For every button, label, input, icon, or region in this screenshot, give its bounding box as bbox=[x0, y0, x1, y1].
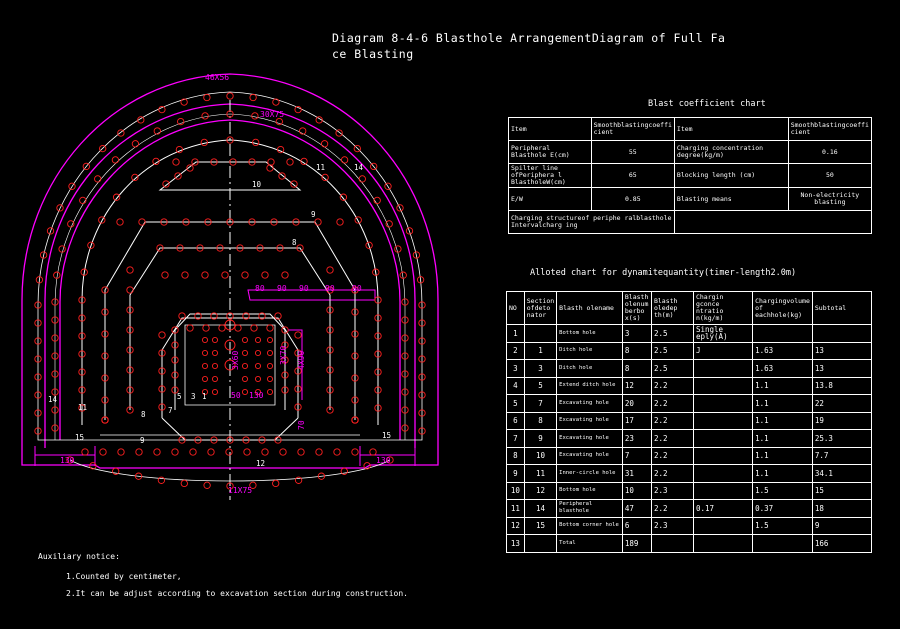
charge-cell: 7 bbox=[507, 430, 525, 448]
blasthole bbox=[227, 93, 233, 99]
charge-table bbox=[506, 291, 872, 553]
blasthole bbox=[204, 94, 210, 100]
charge-cell bbox=[753, 325, 813, 343]
coef-cell: Charging structureof periphe ralblasthole Intervalcharg ing bbox=[509, 211, 675, 234]
coefficient-table bbox=[508, 117, 872, 234]
blasthole bbox=[267, 363, 272, 368]
note-1: 1.Counted by centimeter, bbox=[66, 572, 182, 581]
label-14-left: 14 bbox=[48, 395, 58, 404]
charge-cell: 2.2 bbox=[651, 412, 693, 430]
label-9-bottom: 9 bbox=[140, 436, 145, 445]
charge-row bbox=[507, 482, 872, 500]
blasthole bbox=[244, 449, 250, 455]
coef-row bbox=[509, 141, 872, 164]
blasthole bbox=[181, 99, 187, 105]
coef-cell: 0.16 bbox=[788, 141, 871, 164]
blasthole bbox=[226, 449, 232, 455]
blasthole bbox=[235, 325, 241, 331]
charge-cell: 23 bbox=[622, 430, 651, 448]
coef-cell: Spilter line ofPeriphera l BlastholeW(cm) bbox=[509, 164, 592, 188]
charge-cell: 2.2 bbox=[651, 447, 693, 465]
coef-cell: Smoothblastingcoeffi cient bbox=[788, 118, 871, 141]
blasthole bbox=[139, 219, 145, 225]
blasthole bbox=[212, 376, 217, 381]
blasthole bbox=[267, 325, 273, 331]
charge-cell: Excavating hole bbox=[557, 447, 623, 465]
charge-cell: 166 bbox=[812, 535, 871, 553]
dim-4x90: 4X90 bbox=[297, 350, 306, 370]
blasthole bbox=[352, 449, 358, 455]
blasthole bbox=[268, 159, 274, 165]
coef-row bbox=[509, 164, 872, 188]
dim-right-side: 130 bbox=[376, 456, 391, 465]
blasthole bbox=[255, 363, 260, 368]
blasthole bbox=[173, 159, 179, 165]
charge-cell: Single eply(A) bbox=[693, 325, 752, 343]
charge-cell: 8 bbox=[622, 342, 651, 360]
charge-cell: 19 bbox=[812, 412, 871, 430]
label-8-left: 8 bbox=[141, 410, 146, 419]
blasthole bbox=[202, 113, 208, 119]
blasthole bbox=[341, 468, 347, 474]
charge-cell bbox=[693, 430, 752, 448]
blasthole bbox=[202, 350, 207, 355]
charge-cell: 1 bbox=[524, 342, 556, 360]
charge-cell: 31 bbox=[622, 465, 651, 483]
charge-cell: Total bbox=[557, 535, 623, 553]
charge-cell: 10 bbox=[622, 482, 651, 500]
charge-cell: 3 bbox=[622, 325, 651, 343]
charge-cell: 8 bbox=[524, 412, 556, 430]
blasthole bbox=[341, 157, 347, 163]
charge-cell: 2 bbox=[507, 342, 525, 360]
charge-cell: 13 bbox=[812, 342, 871, 360]
coef-cell: Blocking length (cm) bbox=[674, 164, 788, 188]
blasthole bbox=[59, 246, 65, 252]
charge-cell bbox=[693, 465, 752, 483]
charge-cell: 3 bbox=[507, 360, 525, 378]
charge-row bbox=[507, 500, 872, 518]
charge-chart-caption: Alloted chart for dynamitequantity(timer-length2.0m) bbox=[530, 268, 797, 278]
blasthole bbox=[159, 332, 165, 338]
charge-cell: 1.1 bbox=[753, 430, 813, 448]
blasthole bbox=[395, 246, 401, 252]
charge-cell: 2.2 bbox=[651, 430, 693, 448]
blasthole bbox=[262, 449, 268, 455]
charge-cell bbox=[524, 535, 556, 553]
blasthole bbox=[242, 272, 248, 278]
title-line-1: Diagram 8-4-6 Blasthole ArrangementDiagram of Full Fa bbox=[332, 31, 726, 45]
blasthole bbox=[262, 272, 268, 278]
charge-cell: 2.2 bbox=[651, 500, 693, 518]
coef-cell: Non-electricity blasting bbox=[788, 188, 871, 211]
charge-cell: 2.5 bbox=[651, 325, 693, 343]
charge-cell: 4 bbox=[507, 377, 525, 395]
dim-80: 80 bbox=[255, 284, 265, 293]
charge-cell: 2.3 bbox=[651, 517, 693, 535]
charge-cell: Excavating hole bbox=[557, 430, 623, 448]
blasthole bbox=[219, 325, 225, 331]
blasthole bbox=[118, 130, 124, 136]
charge-cell: Extend ditch hole bbox=[557, 377, 623, 395]
label-14-top: 14 bbox=[354, 163, 364, 172]
coef-cell: Blasting means bbox=[674, 188, 788, 211]
charge-row bbox=[507, 412, 872, 430]
charge-cell bbox=[693, 360, 752, 378]
blasthole bbox=[212, 337, 217, 342]
charge-cell: 6 bbox=[622, 517, 651, 535]
charge-header-cell: Blasth olenum berbo x(s) bbox=[622, 292, 651, 325]
charge-row bbox=[507, 517, 872, 535]
charge-cell: 1.5 bbox=[753, 482, 813, 500]
title-line-2: ce Blasting bbox=[332, 47, 414, 61]
charge-cell: 5 bbox=[507, 395, 525, 413]
blasthole bbox=[295, 332, 301, 338]
blasthole bbox=[242, 376, 247, 381]
blasthole bbox=[295, 477, 301, 483]
charge-cell: 1.1 bbox=[753, 447, 813, 465]
charge-cell: 189 bbox=[622, 535, 651, 553]
coef-cell: Smoothblastingcoeffi cient bbox=[591, 118, 674, 141]
blasthole bbox=[222, 272, 228, 278]
charge-cell: 13.8 bbox=[812, 377, 871, 395]
notes-heading: Auxiliary notice: bbox=[38, 552, 120, 561]
label-1: 1 bbox=[202, 392, 207, 401]
blasthole bbox=[132, 141, 138, 147]
blasthole bbox=[267, 376, 272, 381]
blasthole bbox=[251, 325, 257, 331]
blasthole bbox=[250, 94, 256, 100]
charge-cell: 1.1 bbox=[753, 412, 813, 430]
charge-cell bbox=[693, 482, 752, 500]
blasthole bbox=[154, 449, 160, 455]
blasthole bbox=[336, 130, 342, 136]
blasthole bbox=[190, 449, 196, 455]
blasthole bbox=[178, 118, 184, 124]
charge-cell: 47 bbox=[622, 500, 651, 518]
blasthole bbox=[117, 219, 123, 225]
coef-cell: Item bbox=[674, 118, 788, 141]
blasthole bbox=[242, 337, 247, 342]
coef-cell: 65 bbox=[591, 164, 674, 188]
charge-cell: 34.1 bbox=[812, 465, 871, 483]
charge-cell: 15 bbox=[524, 517, 556, 535]
charge-cell bbox=[693, 395, 752, 413]
blasthole bbox=[267, 337, 272, 342]
dim-top-inner: 30X75 bbox=[260, 110, 285, 119]
charge-cell: 14 bbox=[524, 500, 556, 518]
charge-cell: Bottom corner hole bbox=[557, 517, 623, 535]
charge-cell bbox=[693, 377, 752, 395]
charge-cell bbox=[693, 412, 752, 430]
blasthole bbox=[82, 449, 88, 455]
charge-cell bbox=[693, 447, 752, 465]
charge-cell: 2.5 bbox=[651, 342, 693, 360]
blasthole bbox=[202, 272, 208, 278]
charge-cell: 13 bbox=[812, 360, 871, 378]
blasthole bbox=[273, 99, 279, 105]
label-7: 7 bbox=[168, 406, 173, 415]
blasthole bbox=[202, 337, 207, 342]
blasthole bbox=[212, 389, 217, 394]
blasthole bbox=[204, 482, 210, 488]
dim-3x70: 3X70 bbox=[279, 345, 288, 365]
label-8: 8 bbox=[292, 238, 297, 247]
label-5: 5 bbox=[177, 392, 182, 401]
charge-row bbox=[507, 430, 872, 448]
blasthole bbox=[267, 389, 272, 394]
charge-cell: 9 bbox=[812, 517, 871, 535]
charge-cell: 1.1 bbox=[753, 465, 813, 483]
blasthole bbox=[158, 477, 164, 483]
blasthole bbox=[255, 350, 260, 355]
blasthole bbox=[267, 350, 272, 355]
charge-row bbox=[507, 360, 872, 378]
blasthole bbox=[212, 350, 217, 355]
charge-cell: 2.2 bbox=[651, 465, 693, 483]
dim-90d: 90 bbox=[352, 284, 362, 293]
blasthole bbox=[291, 181, 297, 187]
charge-cell bbox=[812, 325, 871, 343]
charge-cell: 9 bbox=[524, 430, 556, 448]
charge-cell: 6 bbox=[507, 412, 525, 430]
blasthole bbox=[327, 267, 333, 273]
blasthole bbox=[279, 173, 285, 179]
blasthole bbox=[298, 449, 304, 455]
coef-cell: 50 bbox=[788, 164, 871, 188]
label-9: 9 bbox=[311, 210, 316, 219]
charge-cell: 1.1 bbox=[753, 377, 813, 395]
coef-cell: 0.85 bbox=[591, 188, 674, 211]
blasthole bbox=[280, 449, 286, 455]
charge-cell: 5 bbox=[524, 377, 556, 395]
charge-header-cell: Chargin gconce ntratio n(kg/m) bbox=[693, 292, 752, 325]
label-15-left: 15 bbox=[75, 433, 85, 442]
charge-cell: 12 bbox=[507, 517, 525, 535]
blasthole bbox=[113, 194, 119, 200]
charge-cell: 8 bbox=[507, 447, 525, 465]
blasthole bbox=[334, 449, 340, 455]
charge-cell: 1.1 bbox=[753, 395, 813, 413]
charge-cell bbox=[524, 325, 556, 343]
charge-cell: 3 bbox=[524, 360, 556, 378]
blasthole bbox=[172, 449, 178, 455]
coef-row bbox=[509, 188, 872, 211]
blasthole bbox=[287, 159, 293, 165]
blasthole bbox=[282, 272, 288, 278]
charge-row bbox=[507, 395, 872, 413]
blasthole bbox=[182, 272, 188, 278]
blasthole bbox=[181, 480, 187, 486]
blasthole bbox=[202, 363, 207, 368]
charge-row bbox=[507, 447, 872, 465]
blasthole bbox=[370, 449, 376, 455]
dim-top-outer: 46X56 bbox=[205, 73, 230, 82]
blasthole bbox=[315, 219, 321, 225]
label-3: 3 bbox=[191, 392, 196, 401]
charge-header-cell: Chargingvolume of eachhole(kg) bbox=[753, 292, 813, 325]
blasthole bbox=[202, 376, 207, 381]
charge-cell: Excavating hole bbox=[557, 395, 623, 413]
charge-row bbox=[507, 465, 872, 483]
blasthole bbox=[273, 480, 279, 486]
charge-cell: 2.2 bbox=[651, 395, 693, 413]
charge-cell: 12 bbox=[622, 377, 651, 395]
charge-cell: 18 bbox=[812, 500, 871, 518]
charge-cell: 11 bbox=[524, 465, 556, 483]
dim-bottom: 11X75 bbox=[228, 486, 253, 495]
charge-row bbox=[507, 325, 872, 343]
blasthole bbox=[359, 176, 365, 182]
label-11-left: 11 bbox=[78, 403, 88, 412]
charge-header-cell: Blasth oledep th(m) bbox=[651, 292, 693, 325]
blasthole bbox=[276, 118, 282, 124]
charge-cell: Excavating hole bbox=[557, 412, 623, 430]
charge-cell bbox=[693, 517, 752, 535]
label-10: 10 bbox=[252, 180, 262, 189]
charge-cell: 1.63 bbox=[753, 360, 813, 378]
blasthole bbox=[136, 449, 142, 455]
charge-cell: 1 bbox=[507, 325, 525, 343]
charge-cell: 22 bbox=[812, 395, 871, 413]
dim-90c: 90 bbox=[325, 284, 335, 293]
charge-cell: 2.5 bbox=[651, 360, 693, 378]
coefficient-chart-caption: Blast coefficient chart bbox=[648, 99, 766, 109]
charge-cell: 1.5 bbox=[753, 517, 813, 535]
coef-cell: Peripheral Blasthole E(cm) bbox=[509, 141, 592, 164]
dim-70: 70 bbox=[297, 420, 306, 430]
charge-cell: Bottom hole bbox=[557, 482, 623, 500]
charge-cell: 0.37 bbox=[753, 500, 813, 518]
label-15-right: 15 bbox=[382, 431, 392, 440]
charge-cell: 0.17 bbox=[693, 500, 752, 518]
coef-row bbox=[509, 118, 872, 141]
charge-cell: 2.2 bbox=[651, 377, 693, 395]
coef-cell: Item bbox=[509, 118, 592, 141]
charge-cell: 25.3 bbox=[812, 430, 871, 448]
coef-cell: 55 bbox=[591, 141, 674, 164]
charge-cell: Peripheral blasthole bbox=[557, 500, 623, 518]
charge-cell: 15 bbox=[812, 482, 871, 500]
charge-cell: 9 bbox=[507, 465, 525, 483]
charge-cell: J bbox=[693, 342, 752, 360]
blasthole bbox=[118, 449, 124, 455]
coef-cell: Charging concentration degree(kg/m) bbox=[674, 141, 788, 164]
dim-90b: 90 bbox=[299, 284, 309, 293]
blasthole bbox=[252, 113, 258, 119]
charge-row bbox=[507, 342, 872, 360]
charge-cell: 8 bbox=[622, 360, 651, 378]
charge-cell: 10 bbox=[524, 447, 556, 465]
label-12: 12 bbox=[256, 459, 266, 468]
blasthole bbox=[340, 194, 346, 200]
charge-cell: Ditch hole bbox=[557, 342, 623, 360]
blasthole bbox=[337, 219, 343, 225]
dim-90a: 90 bbox=[277, 284, 287, 293]
blasthole bbox=[255, 376, 260, 381]
charge-cell: 7 bbox=[524, 395, 556, 413]
blasthole bbox=[242, 389, 247, 394]
blasthole bbox=[127, 267, 133, 273]
blasthole bbox=[68, 221, 74, 227]
charge-cell: 20 bbox=[622, 395, 651, 413]
blasthole bbox=[255, 337, 260, 342]
blasthole bbox=[242, 350, 247, 355]
blasthole bbox=[316, 449, 322, 455]
blasthole bbox=[203, 325, 209, 331]
charge-cell: Bottom hole bbox=[557, 325, 623, 343]
charge-cell bbox=[753, 535, 813, 553]
label-11-top: 11 bbox=[316, 163, 326, 172]
coef-cell bbox=[674, 211, 871, 234]
charge-cell: 12 bbox=[524, 482, 556, 500]
coef-row bbox=[509, 211, 872, 234]
blasthole bbox=[321, 141, 327, 147]
charge-cell: 7.7 bbox=[812, 447, 871, 465]
blasthole bbox=[113, 468, 119, 474]
dim-50: 50 bbox=[231, 391, 241, 400]
charge-cell: 7 bbox=[622, 447, 651, 465]
charge-row bbox=[507, 377, 872, 395]
charge-cell bbox=[651, 535, 693, 553]
charge-header-cell: Section ofdeto nator bbox=[524, 292, 556, 325]
charge-cell: 13 bbox=[507, 535, 525, 553]
blasthole bbox=[112, 157, 118, 163]
blasthole bbox=[127, 287, 133, 293]
blasthole bbox=[100, 449, 106, 455]
charge-cell: 2.3 bbox=[651, 482, 693, 500]
charge-cell: Ditch hole bbox=[557, 360, 623, 378]
blasthole bbox=[187, 325, 193, 331]
charge-cell: 11 bbox=[507, 500, 525, 518]
charge-row bbox=[507, 535, 872, 553]
blasthole bbox=[242, 363, 247, 368]
charge-header-cell: Blasth olename bbox=[557, 292, 623, 325]
dim-130: 130 bbox=[249, 391, 264, 400]
charge-cell bbox=[693, 535, 752, 553]
charge-cell: 17 bbox=[622, 412, 651, 430]
note-2: 2.It can be adjust according to excavation section during construction. bbox=[66, 589, 408, 598]
coef-cell: E/W bbox=[509, 188, 592, 211]
charge-cell: 1.63 bbox=[753, 342, 813, 360]
blasthole bbox=[95, 176, 101, 182]
blasthole bbox=[212, 363, 217, 368]
blasthole bbox=[208, 449, 214, 455]
dim-left-side: 130 bbox=[60, 456, 75, 465]
blasthole bbox=[386, 221, 392, 227]
charge-header-cell: NO bbox=[507, 292, 525, 325]
charge-cell: Inner-circle hole bbox=[557, 465, 623, 483]
charge-header-cell: Subtotal bbox=[812, 292, 871, 325]
charge-cell: 10 bbox=[507, 482, 525, 500]
dim-3x60: 3X60 bbox=[231, 350, 240, 370]
blasthole bbox=[162, 272, 168, 278]
